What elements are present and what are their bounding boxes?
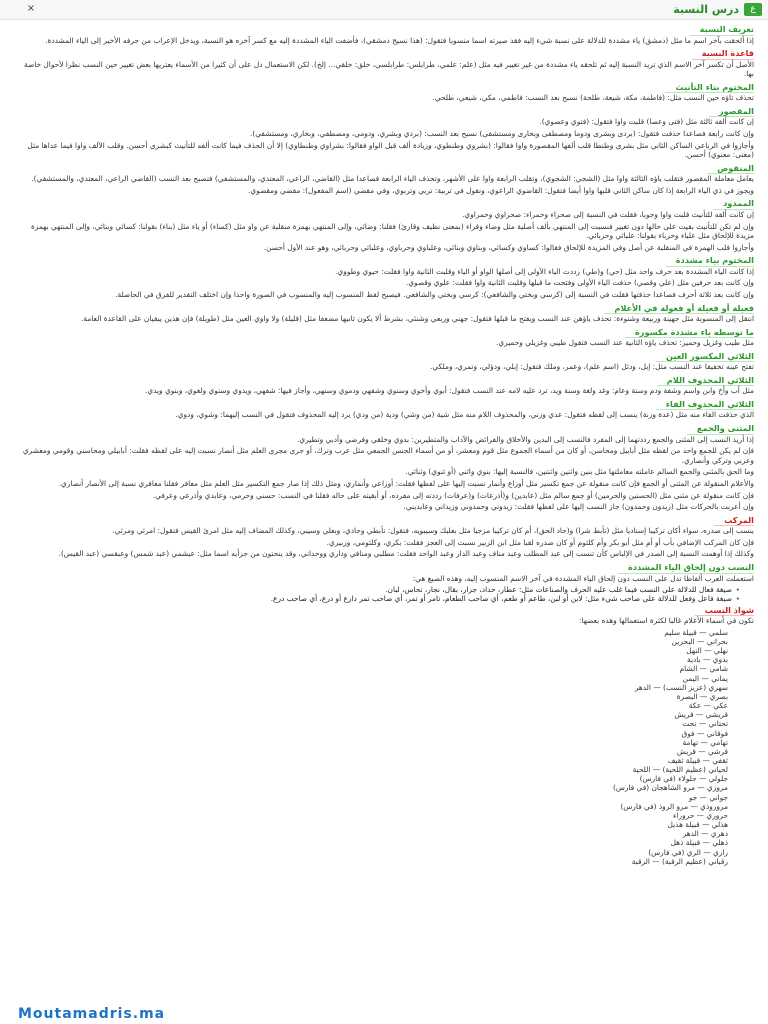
lesson-section [14, 561, 754, 604]
section-heading: النسب دون إلحاق الياء المشددة [618, 562, 754, 574]
irregular-list [14, 628, 754, 866]
lesson-section [14, 350, 754, 372]
section-paragraph: مثل أب وأخ وابن واسم وشفة ودم وسنة وعام: وغد ولغة وسنة ويد، ترد عليه لامه عند النسب فتقول: أبوي وأخوي وسنوي وشفهي ودموي وسنهي، وأجاز فيها: شفهي، ويدوي وسنوي ولغوي، وبنوي ويدي. [144, 386, 754, 396]
lesson-section [14, 514, 754, 559]
lesson-icon: ع [744, 3, 762, 16]
list-item: فوقاني — فوق [681, 728, 728, 738]
list-item: قريشي — قريش [674, 710, 728, 720]
list-item: شامي — الشام [679, 664, 728, 674]
section-paragraph: استعملت العرب ألفاظا تدل على النسب دون إلحاق الياء المشددة في آخر الاسم المنسوب إليه، وهذه الصيغ هي: [412, 573, 754, 583]
section-paragraph: وكذلك إذا أوهمت النسبة إلى الصدر في الإلباس كأن تنسب إلى عبد المطلب وعبد مناف وعبد الدار وعبد الواحد فقلت: مطلبي ومنافي وداري ووحداني، وقد ينحتون من جزأيه اسما مثل: عبشمي (عبد شمس) وعبقسي (عبد القيس). [58, 549, 754, 559]
list-item: نهلي — النهل [686, 646, 728, 656]
lesson-section [14, 422, 754, 512]
list-item: هذلي — قبيلة هذيل [667, 820, 728, 830]
lesson-section [14, 604, 754, 866]
section-paragraph: الذي حذفت الفاء منه مثل (عدة وزنة) ينسب إلى لفظه فتقول: عدي وزني، والمحذوف اللام منه مثل شية (من وشي) ودية (من ودي) يرد إليه المحذوف فتقول في النسب إليهما: وشوي، ودوي. [175, 410, 754, 420]
lesson-section [14, 398, 754, 420]
list-item: رازي — الري (في فارس) [648, 847, 728, 857]
tab-lesson[interactable] [598, 0, 768, 19]
section-heading: تعريف النسبة [690, 24, 754, 36]
list-item: عكي — عكة [688, 701, 728, 711]
list-item: جواني — جو [688, 792, 728, 802]
section-paragraph: وأجازوا في الرباعي الساكن الثاني مثل بشرى وطنطا قلب ألفها المقصورة واوا فقالوا: (بشروي وطنطوي، وزيادة ألف قبل الواو فقالوا: بشراوي وطنطاوي) إلا أن الحذف فيما كانت ألفه للتأنيث كبشرى أحسن. وقلب الألف واوا فيما عداها مثل (معنى: معنوي) أحسن. [27, 140, 754, 160]
list-item: مروروذي — مرو الروذ (في فارس) [620, 801, 728, 811]
list-item: يماني — اليمن [682, 673, 728, 683]
section-heading: الثلاثي المكسور العين [656, 351, 754, 363]
section-heading: الممدود [713, 198, 754, 210]
lesson-section [14, 81, 754, 103]
section-heading: المثنى والجمع [687, 423, 754, 435]
section-heading: ما توسطه ياء مشددة مكسورة [625, 327, 754, 339]
lesson-section [14, 47, 754, 79]
section-paragraph: فإن لم يكن للجمع واحد من لفظه مثل أبابيل ومحاسن، أو كان من أسماء الجموع مثل قوم ومعشر، أو من أسماء الجنس الجمعي مثل عرب وترك، أو جرى مجرى العلم مثل أنصار نسبت إليه على لفظه فقلت: أبابيلي ومحاسني وقومي ومعشري وعربي وتركي وأنصاري. [22, 446, 754, 465]
lesson-section [14, 374, 754, 396]
list-item: دهري — الدهر [682, 829, 728, 839]
list-item: جلولي — جلولاء (في فارس) [639, 774, 728, 784]
section-paragraph: فإن كانت منقولة عن مثنى مثل (الحسنين والحرمين) أو جمع سالم مثل (عابدين) و(أذرعات) و(عرفات) رددته إلى مفرده، أو أبقيته على حاله فقلنا في النسب: حسني وحرمي، وعابدي وأذرعي وعرفي. [152, 490, 754, 500]
section-heading: شواذ النسب [695, 605, 754, 617]
section-paragraph: تحذف تاؤه حين النسب مثل: (فاطمة، مكة، شيعة، طلحة) نسبح بعد النسب: فاطمي، مكي، شيعي، طلحي. [432, 93, 754, 103]
section-heading: الثلاثي المحذوف اللام [657, 375, 754, 387]
close-icon[interactable]: × [26, 3, 36, 14]
window-header [0, 0, 768, 20]
list-item: ثقفي — قبيلة ثقيف [667, 755, 728, 765]
section-paragraph: تفتح عينه تخفيفا عند النسب مثل: إبل، ودئل (اسم علم)، وعمر، وملك فتقول: إبلي، ودؤلي، وتمري، وملكي. [429, 362, 754, 372]
section-paragraph: إذا ألحقت بآخر اسم ما مثل (دمشق) ياء مشددة للدلالة على نسبة شيء إليه فقد صيرته اسما منسوبا فتقول: (هذا نسيج دمشقي)، فأضفت الياء المشددة إليه مع كسر آخره هو النسبة، ويدخل الإعراب من حرفه الأخير إلى الياء المشددة. [45, 35, 754, 45]
list-item: سهري (عزيز النسب) — الدهر [634, 682, 728, 692]
bullet-list [14, 585, 754, 604]
section-heading: الثلاثي المحذوف الفاء [656, 399, 754, 411]
section-paragraph: إذا أريد النسب إلى المثنى والجمع رددتهما إلى المفرد فالنسب إلى البدين والأخلاق والفرائض والآداب والمتطيرين: بدوي وخلقي وفرضي وأدبي وتطيري. [297, 434, 754, 444]
section-paragraph: فإن كان المركب الإضافي بأب أو أم مثل أبو بكر وأم كلثوم أو كان صدره لقبا مثل ابن الزبير نسبت إلى العجز فقلت: بكري، وكلثومي، وزبيري. [326, 537, 754, 547]
section-heading: المختوم بياء مشددة [666, 255, 754, 267]
section-paragraph: وإن كانت بعد حرفين مثل (علي وقصي) حذفت الياء الأولى وفتحت ما قبلها وقلبت الثانية واوا فقلت: علوي وقصوي. [405, 278, 754, 288]
list-item: سلمي — قبيلة سليم [664, 627, 728, 637]
section-paragraph: وإن لم تكن للتأنيث بقيت على حالها دون تغيير فنسبت إلى المنتهي بألف أصلية مثل وضاء وقراء (بمعنى نظيف وقارئ) فقلنا: وضائي، وإلى المنتهي بهمزة منقلبة عن واو مثل (كساء) أو ياء مثل (بناء) بقولنا: كسائي وبنائي، وإلى المنتهي بهمزة مزيدة للإلحاق مثل علباء وحرباء بقولنا: علبائي وحربائي. [30, 221, 754, 241]
section-heading: المقصور [709, 106, 754, 118]
section-heading: المنقوص [707, 163, 754, 175]
list-item: رقباني (عظيم الرقبة) — الرقبة [631, 856, 728, 866]
section-paragraph: إن كانت ألفه للتأنيث قلبت واوا وجوبا، فقلت في النسبة إلى صحراء وحمراء: صحراوي وحمراوي. [462, 209, 754, 219]
section-paragraph: وإن أعربت بالحركات مثل (زيدون وحمدون) جاز النسب إليها على لفظها فقلت: زيدوني وحمدوني وزيداني وعابديني. [403, 502, 754, 512]
list-item: قرشي — قريش [676, 746, 728, 756]
section-paragraph: إن كانت ألفه ثالثة مثل (فتى وعصا) قلبت واوا فتقول: (فتوي وعصوي). [539, 117, 754, 127]
section-paragraph: يعامل معاملة المقصور فتقلب ياؤه الثالثة واوا مثل (الشجي: الشجوي)، وتقلب الرابعة واوا على الأشهر، وتحذف الياء الرابعة فصاعدا مثل (القاضي، الراعي، المعتدي، والمستشفي) فتصبح بعد النسب (القاضي الراعي، المعتدي، والمستشفي). [31, 174, 754, 184]
section-paragraph: وأجازوا قلب الهمزة في المنقلبة عن أصل وفي المزيدة للإلحاق فقالوا: كساوي وكسائي، وبناوي وبنائي، وعلباوي وحرباوي، وعلبائي وحربائي، وهو عند الأول أحسن. [263, 242, 754, 252]
section-paragraph: والأعلام المنقولة عن المثنى أو الجمع فإن كانت منقولة عن جمع تكسير مثل أوزاع وأنمار نسبت إليها على لفظها فقلت: أوزاعي وأنماري، ومثل ذلك إذا صار جمع التكسير مثل العلم مثل معافر فقلنا معافري نسبة إلى الأنصار أنصاري. [58, 478, 754, 488]
list-item: تهامي — تهامة [682, 737, 728, 747]
page-title: درس النسبة [673, 3, 739, 16]
section-heading: فعيلة أو فعيلة أو فعولة في الأعلام [604, 303, 754, 315]
section-paragraph: وإن كانت بعد ثلاثة أحرف فصاعدا حذفتها فقلت في النسبة إلى (كرسي وبختي والشافعي): كرسي وبختي والشافعي. فيصبح لفظ المنسوب إليه والمنسوب في الصورة واحدا وإن اختلف التقدير للفرق في الحاصلة. [115, 290, 754, 299]
list-item: مروزي — مرو الشاهجان (في فارس) [612, 783, 728, 793]
section-paragraph: الأصل أن تكسر آخر الاسم الذي تريد النسبة إليه ثم تلحقه ياء مشددة من غير تغيير فيه مثل (علم: علمي، طرابلس: طرابلسي، خلق: خلقي... إلخ). لكن الاستعمال دل على أن كثيرا من الأسماء يعتريها بعض تغيير حين النسب نظرا لأحوال خاصة بها. [24, 59, 754, 79]
section-paragraph: مثل طيب وغزيل وحمير: تحذف ياؤه الثانية عند النسب فتقول طيبي وغزيلي وحميري. [495, 338, 754, 348]
section-heading: المركب [714, 515, 754, 527]
section-paragraph: وإن كانت رابعة فصاعدا حذفت فتقول: (بردى وبشرى ودوما ومصطفى وبخارى ومستشفى) نسبح بعد النسب: (بردي وبشري، ودومي، ومصطفي، وبخاري، ومستشفي). [250, 128, 754, 138]
lesson-section [14, 254, 754, 299]
section-paragraph: انتقل إلى المنسوبة مثل جهينة وربيعة وشنوءة: تحذف ياؤهن عند النسب ويفتح ما قبلها فتقول: جهني وربعي وشنئي، بشرط ألا يكون ثانيها مضعفا مثل (قليلة) ولا واوي العين مثل (طويلة) فإن هذين يبقيان على القاعدة العامة. [81, 314, 754, 324]
list-item: حروري — حروراء [673, 810, 728, 820]
list-item: • صيغة فاعل وفعل للدلالة على صاحب شيء مثل: لابن أو لبن، طاعم أو طعم، أي صاحب الطعام، تامر أو تمر، أي صاحب تمر دارع أو درع، أي صاحب درع. [14, 594, 740, 603]
lesson-section [14, 23, 754, 45]
brand-logo: Moutamadris.ma [18, 1006, 166, 1022]
list-item: بدوي — بادية [687, 655, 728, 665]
lesson-section [14, 326, 754, 348]
lesson-content [14, 23, 754, 866]
list-item: لحياني (عظيم اللحية) — اللحية [632, 765, 728, 775]
section-paragraph: تكون في أسماء الأعلام غالبا لكثرة استعمالها وهذه بعضها: [578, 616, 754, 626]
section-paragraph: وما الحق بالمثنى والجمع السالم عاملته معاملتها مثل بنين واثنين واثنتين، فالنسبة إليها: بنوي واثني (أو ثنوي) وثنائي. [405, 467, 754, 477]
lesson-section [14, 197, 754, 252]
lesson-section [14, 162, 754, 196]
list-item: • صيغة فعال للدلالة على النسب فيما غلب عليه الحرف والصناعات مثل: عطار، حداد، جزار، بقال، نجار، نحاس، لبان. [14, 585, 740, 594]
list-item: ذهلي — قبيلة ذهل [670, 838, 728, 848]
section-heading: المختوم بتاء التأنيث [665, 82, 754, 94]
list-item: بحراني — البحرين [671, 636, 728, 646]
lesson-section [14, 105, 754, 160]
section-paragraph: ينسب إلى صدره، سواء أكان تركيبا إسناديا مثل (تأبط شرا) و(جاد الحق)، أم كان تركيبا مزجيا مثل بعلبك وسيبويه، فتقول: تأبطي وجادي، وبعلي وسيبي، وكذلك المضاف إليه مثل امرئ القيس فتقول: امرئي ومرئي. [112, 526, 754, 536]
list-item: بصري — البصرة [676, 691, 728, 701]
section-heading: قاعدة النسبة [692, 48, 754, 60]
section-paragraph: إذا كانت الياء المشددة بعد حرف واحد مثل (حي) و(طي) رددت الياء الأولى إلى أصلها الواو أو الياء وقلبت الثانية واوا فقلت: حيوي وطووي. [335, 266, 754, 276]
list-item: تحتاني — تحت [682, 719, 728, 729]
lesson-section [14, 302, 754, 324]
section-paragraph: ويجوز في ذي الياء الرابعة إذا كان ساكن الثاني قلبها واوا أيضا فتقول: القاضوي الراعوي، ونقول في تربية: تربي وتربوي، وفي مقضي (اسم المفعول): مقضي ومقضوي. [248, 185, 754, 195]
